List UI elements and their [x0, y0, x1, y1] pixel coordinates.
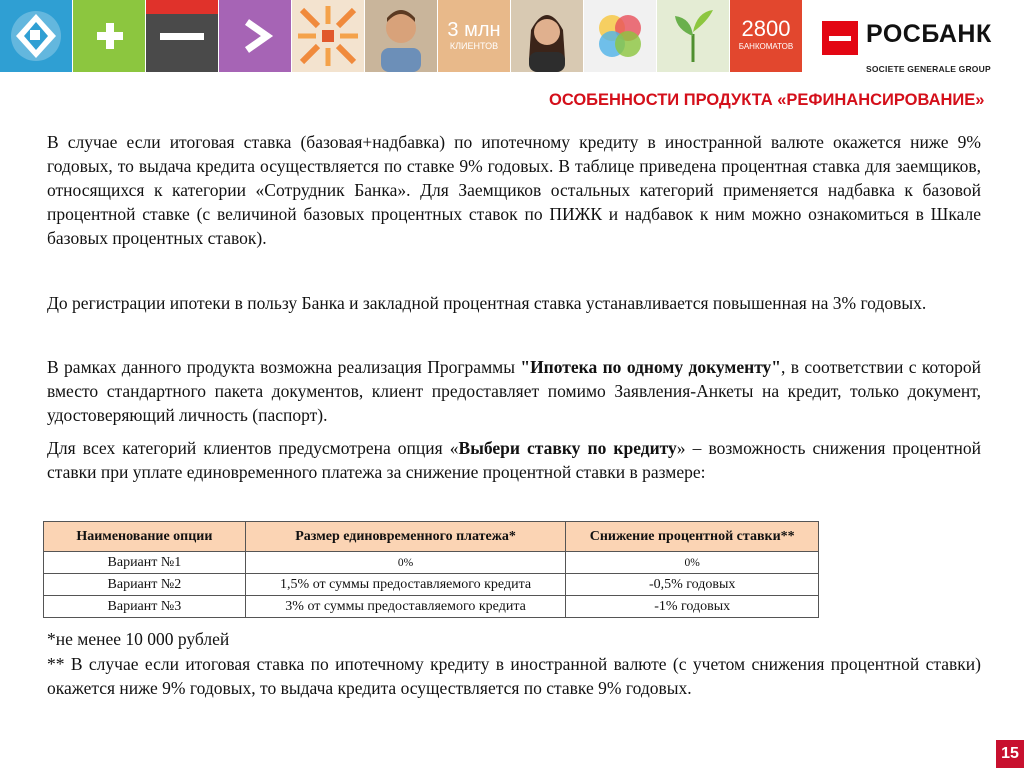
page-title: ОСОБЕННОСТИ ПРОДУКТА «РЕФИНАНСИРОВАНИЕ»: [549, 91, 985, 109]
cell-option-name: Вариант №3: [44, 596, 246, 618]
clients-count-tile: [438, 0, 510, 72]
options-table: [43, 521, 819, 618]
smiling-man-photo: [365, 0, 437, 72]
cell-payment: 1,5% от суммы предоставляемого кредита: [245, 574, 566, 596]
rosbank-emblem-icon: [0, 0, 72, 72]
footnote-rate-floor: ** В случае если итоговая ставка по ипотечному кредиту в иностранной валюте (с учетом снижения процентной ставки) окажется ниже 9% годовых, то выдача кредита осуществляется по ставке 9% годовых.: [47, 654, 981, 698]
color-circles-icon: [584, 0, 656, 72]
cell-option-name: Вариант №1: [44, 552, 246, 574]
p4-text-after: » – возможность снижения процентной ставки при уплате единовременного платежа за снижение процентной ставки в размере:: [47, 438, 981, 482]
p3-program-name: "Ипотека по одному документу": [520, 357, 782, 377]
banner-tiles: [0, 0, 795, 72]
table-row: [44, 574, 819, 596]
clients-count-value: 3 млн: [447, 19, 501, 41]
converging-arrows-icon: [292, 0, 364, 72]
paragraph-choose-rate: [47, 436, 981, 484]
plus-icon: [73, 0, 145, 72]
logo-subtitle: SOCIETE GENERALE GROUP: [866, 64, 991, 74]
chevron-right-icon: [219, 0, 291, 72]
p4-option-name: Выбери ставку по кредиту: [458, 438, 677, 458]
table-header-row: [44, 522, 819, 552]
table-row: [44, 596, 819, 618]
cell-reduction: -0,5% годовых: [566, 574, 819, 596]
footnote-min-payment: *не менее 10 000 рублей: [47, 629, 230, 649]
cell-reduction: -1% годовых: [566, 596, 819, 618]
atm-count-label: БАНКОМАТОВ: [738, 42, 794, 51]
p4-text-before: Для всех категорий клиентов предусмотрена опция «: [47, 438, 459, 458]
cell-reduction: 0%: [566, 552, 819, 574]
header-option-name: Наименование опции: [44, 522, 246, 552]
cell-payment: 3% от суммы предоставляемого кредита: [245, 596, 566, 618]
paragraph-rate-condition: В случае если итоговая ставка (базовая+надбавка) по ипотечному кредиту в иностранной валюте окажется ниже 9% годовых, то выдача кредита осуществляется по ставке 9% годовых. В таблице приведена процентная ставка для заемщиков, относящихся к категории «Сотрудник Банка». Для Заемщиков остальных категорий применяется надбавка к базовой процентной ставке (с величиной базовых процентных ставок по ПИЖК и надбавок к ним можно ознакомиться в Шкале базовых процентных ставок).: [47, 132, 981, 248]
page-number: 15: [996, 740, 1024, 768]
paragraph-one-document: [47, 355, 981, 427]
atm-count-value: 2800: [741, 16, 791, 41]
p3-text-before: В рамках данного продукта возможна реализация Программы: [47, 357, 521, 377]
minus-icon: [146, 0, 218, 72]
sprout-icon: [657, 0, 729, 72]
paragraph-registration: До регистрации ипотеки в пользу Банка и закладной процентная ставка устанавливается повышенная на 3% годовых.: [47, 293, 927, 313]
header-rate-reduction: Снижение процентной ставки**: [566, 522, 819, 552]
rosbank-logo: [822, 18, 1012, 76]
cell-payment: 0%: [245, 552, 566, 574]
header-payment-size: Размер единовременного платежа*: [245, 522, 566, 552]
logo-name: РОСБАНК: [866, 20, 992, 48]
logo-mark-icon: [822, 21, 858, 55]
atm-count-tile: [730, 0, 802, 72]
p3-text-after: , в соответствии с которой вместо стандартного пакета документов, клиент предоставляет помимо Заявления-Анкеты на кредит, только документ, удостоверяющий личность (паспорт).: [47, 357, 982, 425]
cell-option-name: Вариант №2: [44, 574, 246, 596]
clients-count-label: КЛИЕНТОВ: [449, 41, 499, 51]
smiling-woman-photo: [511, 0, 583, 72]
table-row: [44, 552, 819, 574]
